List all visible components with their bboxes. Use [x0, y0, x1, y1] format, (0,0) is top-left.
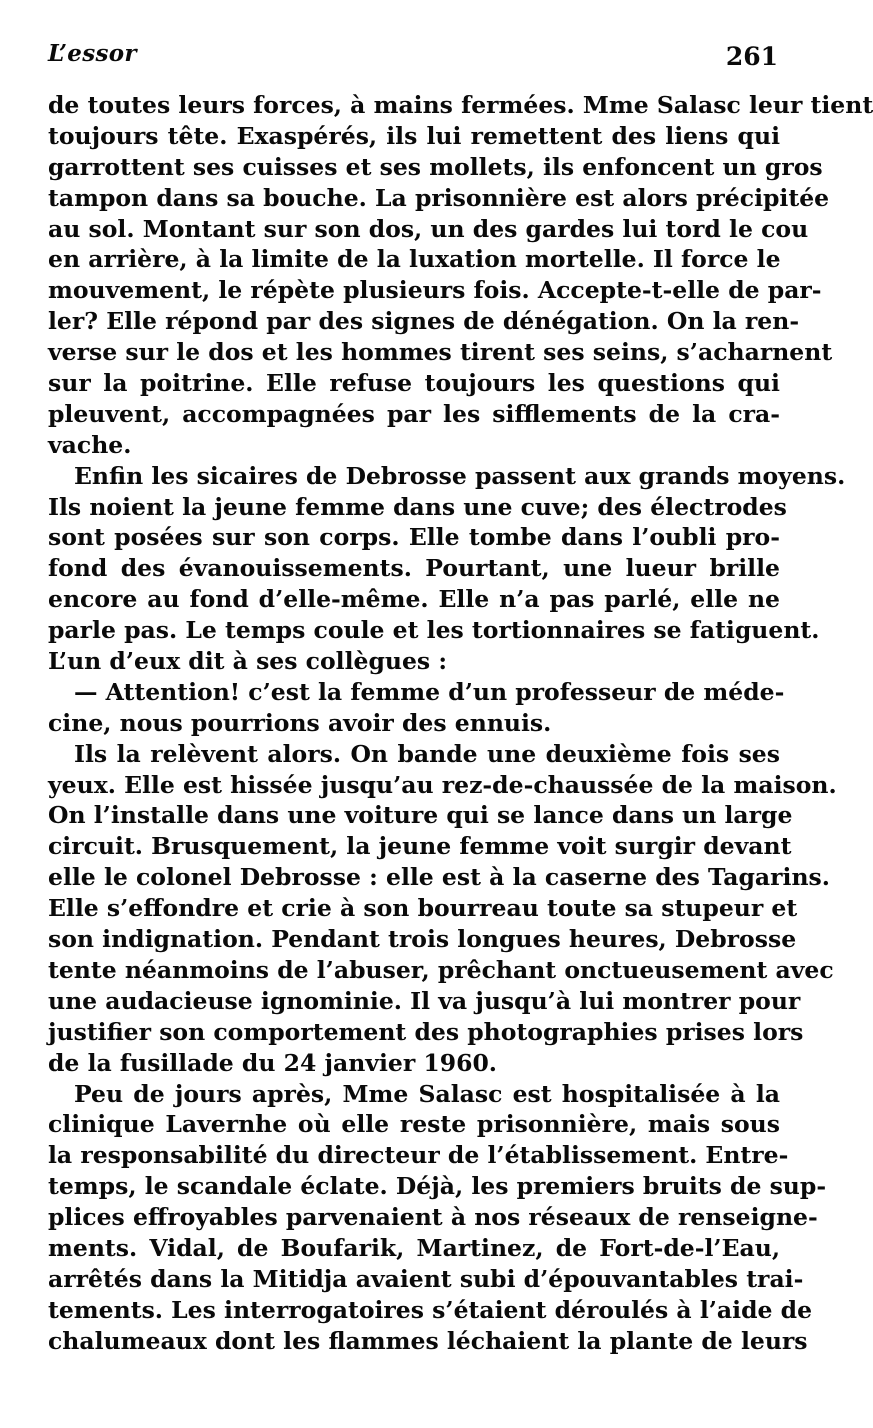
text-line: L’un d’eux dit à ses collègues : — [48, 647, 448, 676]
running-head-title: L’essor — [48, 40, 137, 67]
text-line: — Attention! c’est la femme d’un professeur de méde- — [74, 677, 785, 706]
text-line: tampon dans sa bouche. La prisonnière est alors précipitée — [48, 183, 830, 212]
text-line: Peu de jours après, Mme Salasc est hospitalisée à la — [74, 1079, 780, 1108]
text-line: chalumeaux dont les flammes léchaient la plante de leurs — [48, 1326, 808, 1355]
page-number: 261 — [725, 42, 778, 71]
text-line: de la fusillade du 24 janvier 1960. — [48, 1048, 497, 1077]
text-line: vache. — [48, 430, 132, 459]
text-line: pleuvent, accompagnées par les sifflements de la cra- — [48, 399, 780, 428]
text-line: toujours tête. Exaspérés, ils lui remettent des liens qui — [48, 121, 780, 150]
text-line: en arrière, à la limite de la luxation mortelle. Il force le — [48, 245, 781, 274]
text-line: ments. Vidal, de Boufarik, Martinez, de Fort-de-l’Eau, — [48, 1233, 780, 1262]
text-line: Elle s’effondre et crie à son bourreau toute sa stupeur et — [48, 894, 798, 923]
text-line: clinique Lavernhe où elle reste prisonnière, mais sous — [48, 1110, 780, 1139]
text-line: garrottent ses cuisses et ses mollets, ils enfoncent un gros — [48, 152, 823, 181]
text-line: une audacieuse ignominie. Il va jusqu’à lui montrer pour — [48, 986, 801, 1015]
text-line: tements. Les interrogatoires s’étaient déroulés à l’aide de — [48, 1295, 813, 1324]
text-line: son indignation. Pendant trois longues heures, Debrosse — [48, 925, 797, 954]
body-text — [48, 90, 873, 1357]
text-line: Enfin les sicaires de Debrosse passent aux grands moyens. — [74, 461, 846, 490]
text-line: arrêtés dans la Mitidja avaient subi d’épouvantables trai- — [48, 1264, 804, 1293]
text-line: On l’installe dans une voiture qui se lance dans un large — [48, 801, 793, 830]
text-line: circuit. Brusquement, la jeune femme voit surgir devant — [48, 832, 792, 861]
running-head — [48, 40, 780, 80]
text-line: Ils la relèvent alors. On bande une deuxième fois ses — [74, 739, 780, 768]
text-line: temps, le scandale éclate. Déjà, les premiers bruits de sup- — [48, 1172, 827, 1201]
text-line: verse sur le dos et les hommes tirent ses seins, s’acharnent — [48, 338, 833, 367]
text-line: justifier son comportement des photographies prises lors — [48, 1017, 804, 1046]
text-line: Ils noient la jeune femme dans une cuve; des électrodes — [48, 492, 787, 521]
text-line: parle pas. Le temps coule et les tortionnaires se fatiguent. — [48, 616, 820, 645]
text-line: mouvement, le répète plusieurs fois. Accepte-t-elle de par- — [48, 276, 822, 305]
text-line: tente néanmoins de l’abuser, prêchant onctueusement avec — [48, 955, 834, 984]
text-line: elle le colonel Debrosse : elle est à la caserne des Tagarins. — [48, 863, 830, 892]
text-line: plices effroyables parvenaient à nos réseaux de renseigne- — [48, 1203, 818, 1232]
text-line: au sol. Montant sur son dos, un des gardes lui tord le cou — [48, 214, 809, 243]
text-line: la responsabilité du directeur de l’établissement. Entre- — [48, 1141, 789, 1170]
text-line: yeux. Elle est hissée jusqu’au rez-de-chaussée de la maison. — [48, 770, 837, 799]
text-line: ler? Elle répond par des signes de dénégation. On la ren- — [48, 307, 800, 336]
text-line: sur la poitrine. Elle refuse toujours les questions qui — [48, 369, 780, 398]
text-line: de toutes leurs forces, à mains fermées. Mme Salasc leur tient — [48, 91, 873, 119]
text-line: cine, nous pourrions avoir des ennuis. — [48, 708, 552, 737]
text-line: encore au fond d’elle-même. Elle n’a pas parlé, elle ne — [48, 585, 780, 614]
text-line: sont posées sur son corps. Elle tombe dans l’oubli pro- — [48, 523, 780, 552]
text-line: fond des évanouissements. Pourtant, une lueur brille — [48, 554, 780, 583]
